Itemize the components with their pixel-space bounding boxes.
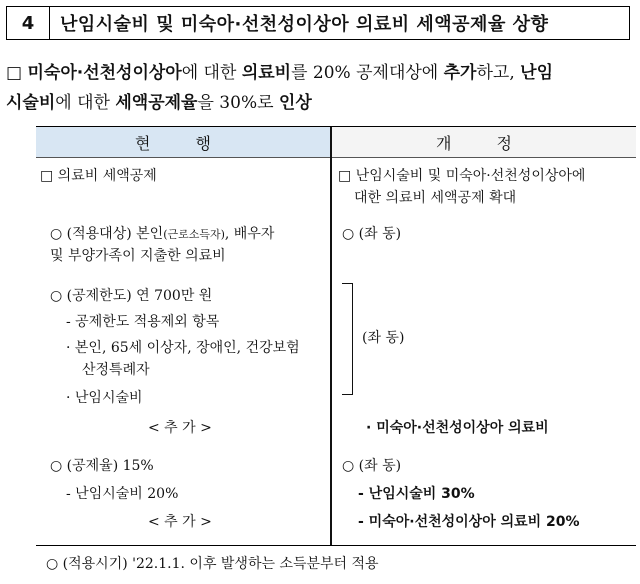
- current-r4: - 공제한도 적용제외 항목: [66, 314, 220, 330]
- current-r5b: 산정특례자: [82, 362, 150, 378]
- summary-line-2: 시술비에 대한 세액공제율을 30%로 인상: [6, 93, 312, 113]
- revised-r5: ○ (좌 동): [342, 458, 402, 474]
- current-r1: □ 의료비 세액공제: [40, 168, 157, 184]
- header-revised: 개 정: [332, 127, 636, 158]
- summary-line-1: □ 미숙아·선천성이상아에 대한 의료비를 20% 공제대상에 추가하고, 난임: [6, 63, 553, 83]
- current-r10: < 추 가 >: [148, 514, 212, 530]
- revised-r2: ○ (좌 동): [342, 226, 402, 242]
- revised-r7: - 미숙아·선천성이상아 의료비 20%: [358, 514, 580, 530]
- current-r8: ○ (공제율) 15%: [50, 458, 154, 474]
- section-title-box: [6, 6, 630, 40]
- current-r7: < 추 가 >: [148, 420, 212, 436]
- current-r2b: 및 부양가족이 지출한 의료비: [50, 248, 226, 264]
- revised-r3: (좌 동): [362, 330, 405, 346]
- revised-r4: · 미숙아·선천성이상아 의료비: [366, 420, 549, 436]
- revised-r1b: 대한 의료비 세액공제 확대: [354, 190, 517, 206]
- current-r6: · 난임시술비: [66, 390, 143, 406]
- current-r3: ○ (공제한도) 연 700만 원: [50, 288, 213, 304]
- current-r5a: · 본인, 65세 이상자, 장애인, 건강보험: [66, 340, 300, 356]
- comparison-table: [36, 126, 636, 546]
- section-number: 4: [7, 7, 50, 39]
- revised-r6: - 난임시술비 30%: [358, 486, 475, 502]
- header-current: 현 행: [36, 127, 330, 158]
- current-r9: - 난임시술비 20%: [66, 486, 179, 502]
- column-divider: [330, 127, 332, 545]
- summary-paragraph: [6, 58, 634, 118]
- revised-r1a: □ 난임시술비 및 미숙아·선천성이상아에: [338, 168, 586, 184]
- section-title: 난임시술비 및 미숙아·선천성이상아 의료비 세액공제율 상향: [60, 14, 549, 35]
- bracket-line: [342, 283, 353, 395]
- effective-date-note: ○ (적용시기) '22.1.1. 이후 발생하는 소득분부터 적용: [46, 556, 379, 572]
- current-r2a: ○ (적용대상) 본인(근로소득자), 배우자: [50, 226, 275, 242]
